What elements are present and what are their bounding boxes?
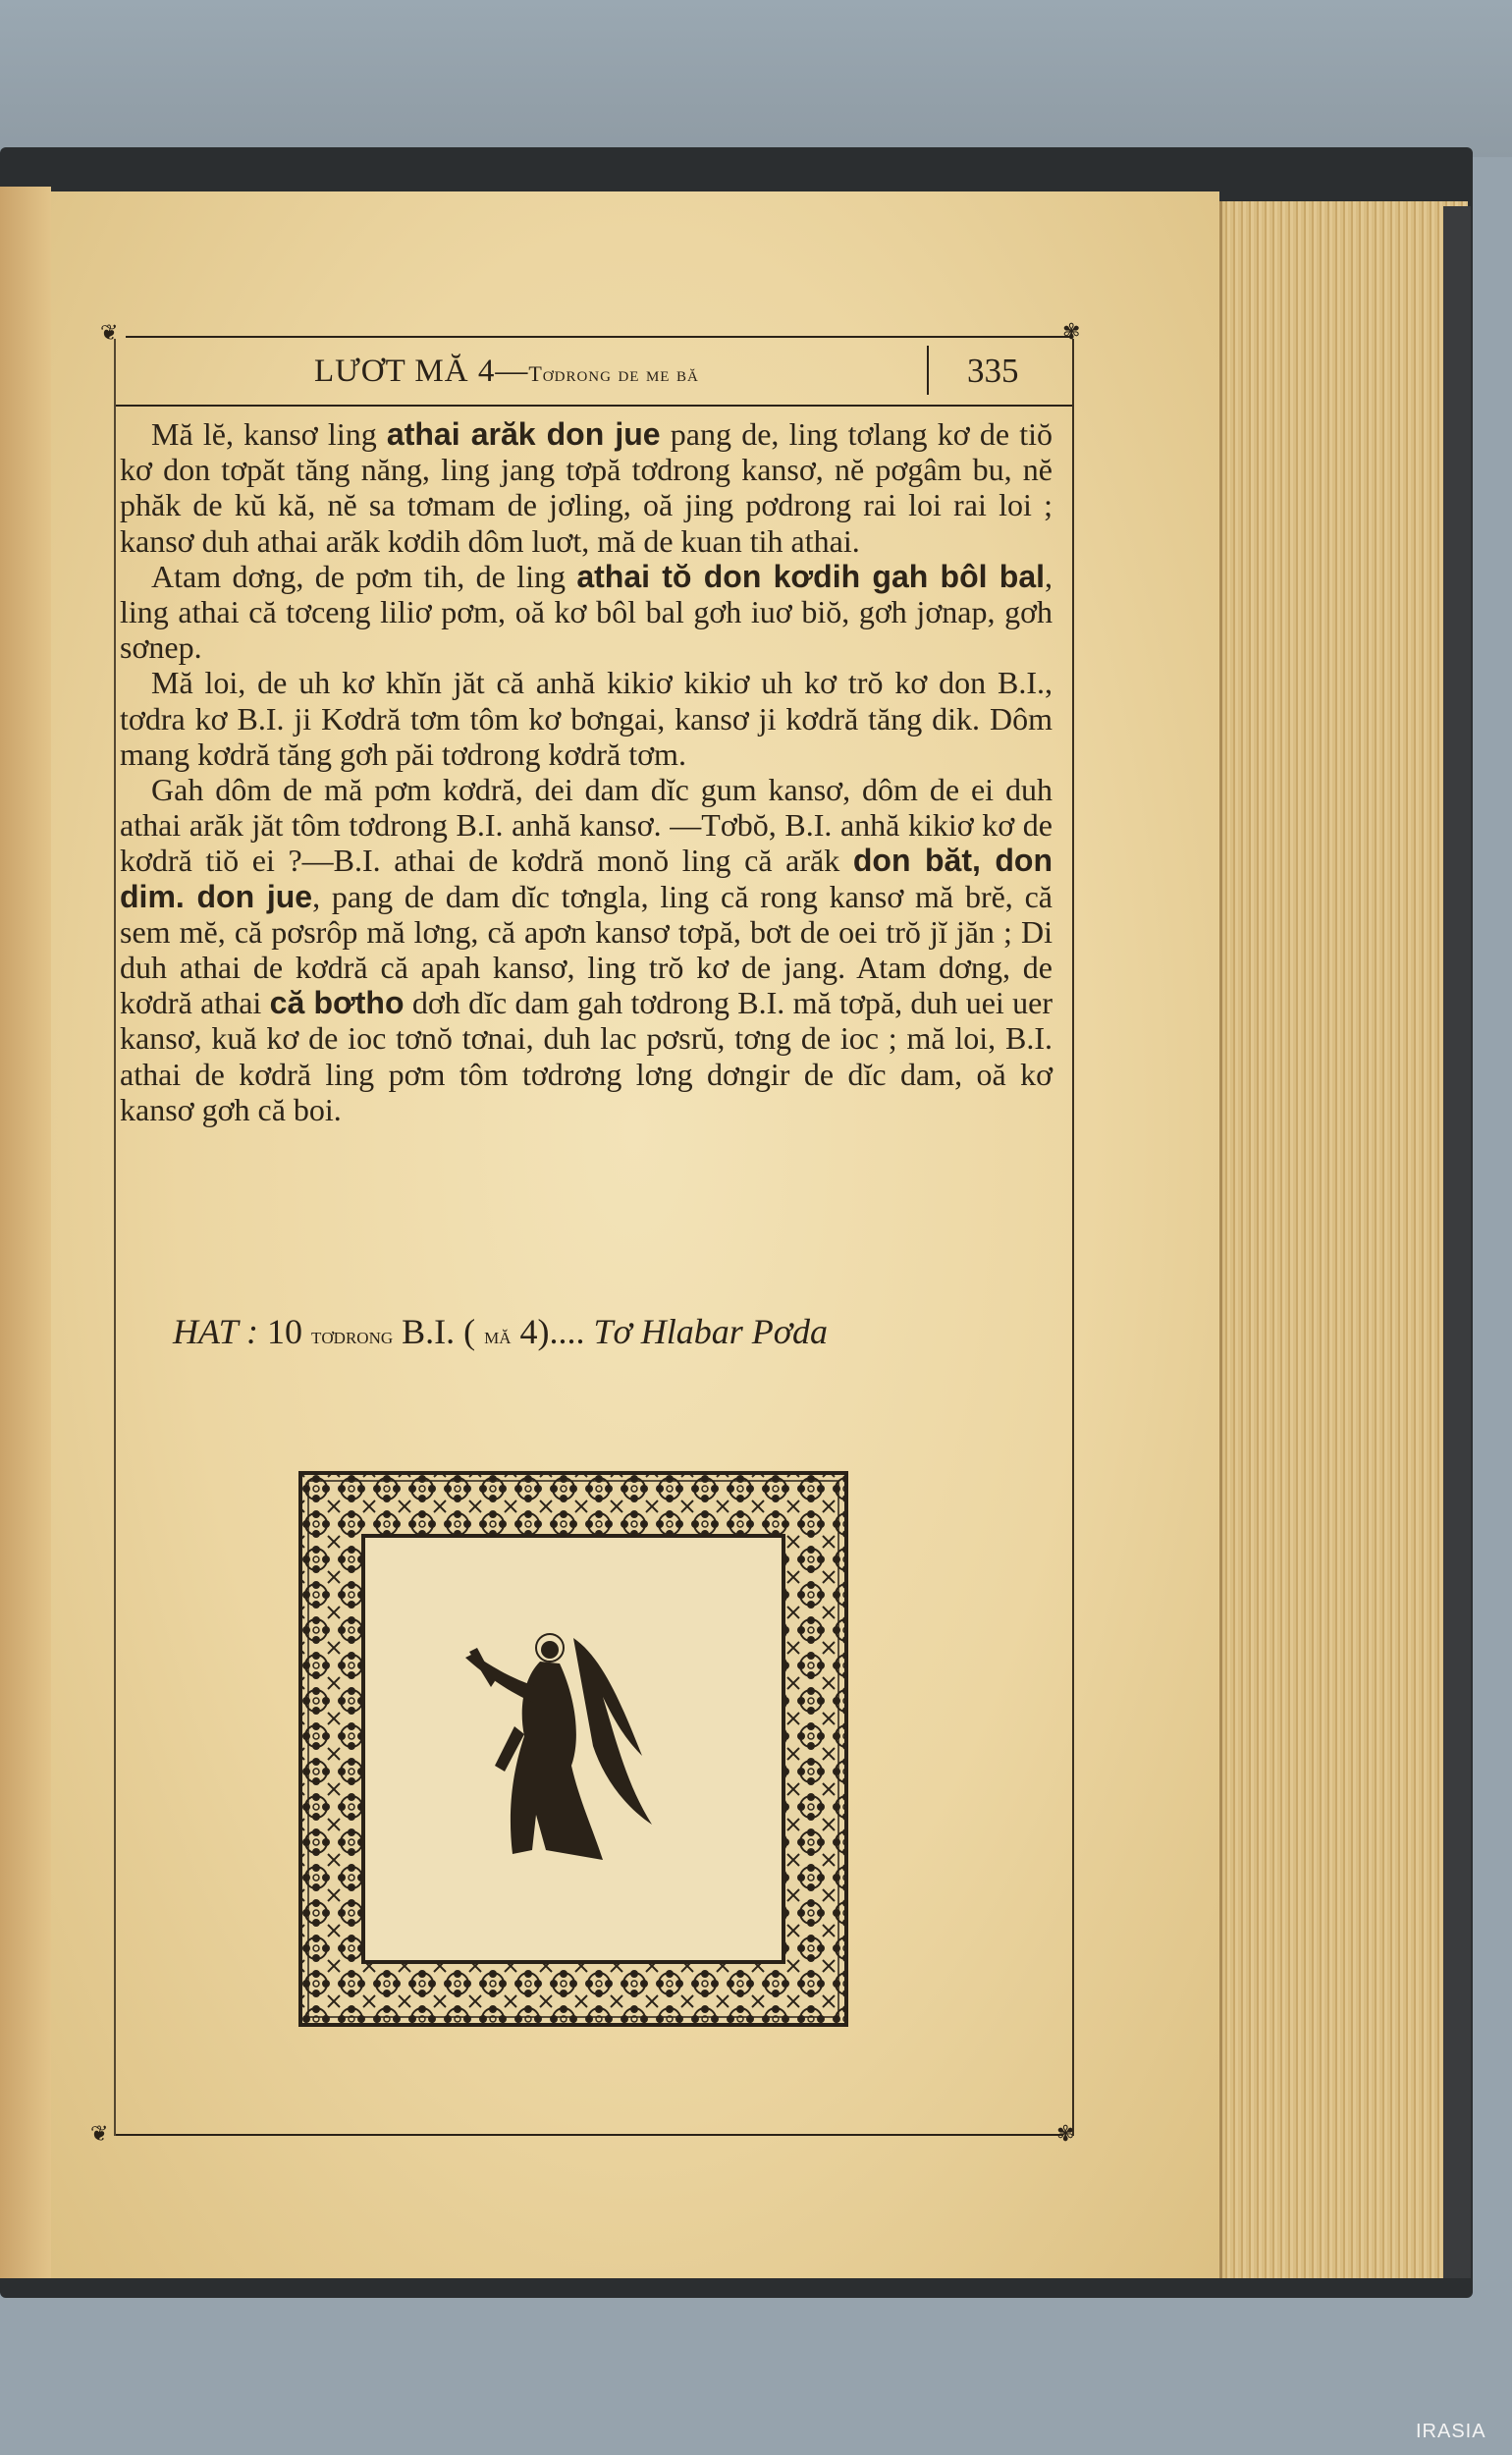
fleuron-icon: ✾ — [1056, 2121, 1075, 2146]
header-bottom-rule — [116, 405, 1073, 407]
header-separator — [927, 346, 929, 395]
fleuron-icon: ✾ — [1062, 319, 1081, 344]
emphasis-text: că bơtho — [269, 985, 405, 1021]
body-paragraph — [120, 665, 1053, 772]
running-head — [314, 354, 699, 390]
credit-ma: mă — [484, 1324, 512, 1349]
emphasis-text: athai arăk don jue — [386, 416, 661, 452]
credit-number: 10 — [267, 1312, 303, 1351]
credit-author: Tơ Hlabar Pơda — [593, 1312, 828, 1351]
credit-smallcaps: tơdrong — [311, 1324, 394, 1349]
credit-num: 4).... — [519, 1312, 585, 1351]
body-paragraph — [120, 416, 1053, 559]
footer-rule — [116, 2134, 1063, 2136]
paragraph-text: , ling athai că tơceng liliơ pơm, oă kơ bôl bal gơh iuơ biŏ, gơh jơnap, gơh sơnep. — [120, 558, 1053, 666]
right-border-line — [1072, 339, 1074, 2136]
paragraph-text: pang de, ling tơlang kơ de tiŏ kơ don tơpăt tăng năng, ling jang tơpă tơdrong kansơ, nĕ pơgâm bu, nĕ phăk de kŭ kă, nĕ sa tơmam de jơling, oă jing pơdrong rai loi rai loi ; kansơ duh athai arăk kơdih dôm luơt, mă de kuan tih athai. — [120, 416, 1053, 559]
left-border-line — [114, 339, 116, 2136]
credit-label: HAT : — [173, 1312, 259, 1351]
page-number: 335 — [967, 352, 1019, 390]
credit-mid: B.I. ( — [402, 1312, 476, 1351]
body-text — [120, 416, 1053, 1127]
scan-background — [0, 0, 1512, 157]
fleuron-icon: ❦ — [100, 320, 119, 345]
paragraph-text: Gah dôm de mă pơm kơdră, dei dam dĭc gum kansơ, dôm de ei duh athai arăk jăt tôm tơdrong B.I. anhă kansơ. —Tơbŏ, B.I. anhă kikiơ kơ de kơdră tiŏ ei ?—B.I. athai de kơdră monŏ ling că arăk — [120, 772, 1053, 879]
running-head-title: LƯƠT MĂ 4— — [314, 354, 529, 389]
paragraph-text: Atam dơng, de pơm tih, de ling — [151, 558, 577, 594]
page-block-edges — [1219, 201, 1468, 2278]
paragraph-text: Mă loi, de uh kơ khĭn jăt că anhă kikiơ kikiơ uh kơ trŏ kơ don B.I., tơdra kơ B.I. ji Kơdră tơm tôm kơ bơngai, kansơ ji kơdră tăng dik. Dôm mang kơdră tăng gơh păi tơdrong kơdră tơm. — [120, 665, 1053, 772]
credit-line — [173, 1311, 828, 1352]
running-head-subtitle: Tơdrong de me bă — [528, 361, 699, 386]
fleuron-icon: ❦ — [90, 2121, 109, 2146]
emphasis-text: athai tŏ don kơdih gah bôl bal — [576, 558, 1046, 594]
paragraph-text: Mă lĕ, kansơ ling — [151, 416, 387, 452]
body-paragraph — [120, 559, 1053, 666]
ornament-frame — [298, 1471, 848, 2027]
body-paragraph — [120, 772, 1053, 1127]
paragraph-text: dơh dĭc dam gah tơdrong B.I. mă tơpă, duh uei uer kansơ, kuă kơ de ioc tơnŏ tơnai, duh lac pơsrŭ, tơng de ioc ; mă loi, B.I. athai de kơdră ling pơm tôm tơdrơng lơng dơngir de dĭc dam, oă kơ kansơ gơh că boi. — [120, 985, 1053, 1127]
header-top-rule — [126, 336, 1070, 338]
paragraph-text: , pang de dam dĭc tơngla, ling că rong kansơ mă brĕ, că sem mĕ, că pơsrôp mă lơng, că apơn kansơ tơpă, bơt de oei trŏ jĭ jăn ; Di duh athai de kơdră că apah kansơ, ling trŏ kơ de jang. Atam dơng, de kơdră athai — [120, 878, 1053, 1021]
left-page-edge — [0, 187, 51, 2278]
back-cover-board — [1443, 206, 1471, 2278]
watermark: IRASIA — [1416, 2421, 1486, 2442]
emphasis-text: don băt, don dim. don jue — [120, 843, 1053, 914]
